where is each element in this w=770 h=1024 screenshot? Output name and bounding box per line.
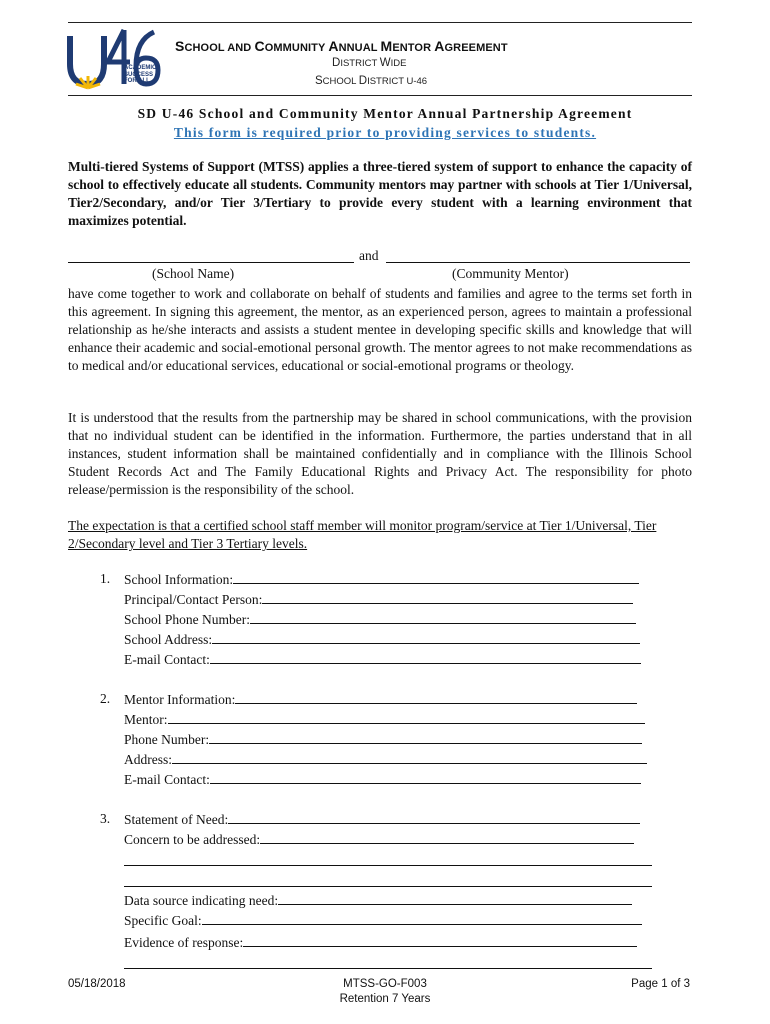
field-label: Data source indicating need: bbox=[124, 893, 279, 908]
section-3-number: 3. bbox=[100, 811, 111, 826]
specific-goal-field[interactable] bbox=[124, 912, 642, 932]
and-text: and bbox=[359, 248, 379, 263]
mentor-phone-field[interactable] bbox=[124, 731, 642, 751]
evidence-field[interactable] bbox=[124, 934, 637, 954]
community-mentor-line[interactable] bbox=[386, 262, 690, 263]
confidentiality-paragraph: It is understood that the results from the partnership may be shared in school communications, with the provision that no individual student can be identified in the information. Furthermore, the parties understand that in all instances, student information shall be maintained confidentially and in compliance with the Illinois School Student Records Act and The Family Educational Rights and Privacy Act. The responsibility for photo release/permission is the responsibility of the school. bbox=[68, 410, 692, 497]
statement-of-need-field[interactable] bbox=[124, 811, 640, 831]
logo-tag-line-3: FOR ALL bbox=[124, 78, 150, 84]
mentor-email-field[interactable] bbox=[124, 771, 641, 791]
school-address-field[interactable] bbox=[124, 631, 640, 651]
header-subtitle-school: SCHOOL DISTRICT U-46 bbox=[315, 75, 428, 87]
section-1-number: 1. bbox=[100, 571, 111, 586]
logo-tag-line-1: ACADEMIC bbox=[124, 65, 157, 71]
school-phone-field[interactable] bbox=[124, 611, 636, 631]
school-name-label: (School Name) bbox=[152, 266, 235, 281]
footer-date: 05/18/2018 bbox=[68, 978, 126, 990]
field-label: Concern to be addressed: bbox=[124, 832, 261, 847]
community-mentor-label: (Community Mentor) bbox=[452, 266, 569, 281]
concern-line-3[interactable] bbox=[124, 886, 652, 887]
header-subtitle-district: DISTRICT WIDE bbox=[332, 57, 407, 69]
concern-line-2[interactable] bbox=[124, 865, 652, 866]
agreement-paragraph: have come together to work and collaborate on behalf of students and families and agree to the terms set forth in this agreement. In signing this agreement, the mentor, as an experienced person, agrees to maintain a professional relationship as he/she interacts and assists a student mentee in developing specific skills and knowledge that will enhance their academic and social-emotional personal growth. The mentor agrees to not make recommendations as to medical and/or educational services, educational or social-emotional programs or theology. bbox=[68, 286, 692, 373]
footer-page-number: Page 1 of 3 bbox=[631, 978, 690, 990]
field-label: Statement of Need: bbox=[124, 812, 229, 827]
school-information-field[interactable] bbox=[124, 571, 639, 591]
field-label: Address: bbox=[124, 752, 172, 767]
footer-retention: Retention 7 Years bbox=[339, 993, 431, 1005]
mentor-address-field[interactable] bbox=[124, 751, 647, 771]
mentor-name-field[interactable] bbox=[124, 711, 645, 731]
intro-paragraph: Multi-tiered Systems of Support (MTSS) applies a three-tiered system of support to enhance the capacity of school to effectively educate all students. Community mentors may partner with schools at Tier 1/Universal, Tier2/Secondary, and/or Tier 3/Tertiary to provide every student with a learning environment that maximizes potential. bbox=[68, 159, 692, 228]
field-label: E-mail Contact: bbox=[124, 652, 210, 667]
field-label: Phone Number: bbox=[124, 732, 210, 747]
document-title: SD U-46 School and Community Mentor Annual Partnership Agreement bbox=[137, 106, 633, 121]
footer-form-code: MTSS-GO-F003 bbox=[343, 978, 427, 990]
field-label: Principal/Contact Person: bbox=[124, 592, 263, 607]
evidence-line-2[interactable] bbox=[124, 968, 652, 969]
data-source-field[interactable] bbox=[124, 892, 632, 912]
principal-contact-field[interactable] bbox=[124, 591, 633, 611]
concern-field[interactable] bbox=[124, 831, 634, 851]
field-label: School Address: bbox=[124, 632, 213, 647]
logo-tagline bbox=[124, 65, 156, 85]
section-2-number: 2. bbox=[100, 691, 111, 706]
expectation-paragraph: The expectation is that a certified school staff member will monitor program/service at Tier 1/Universal, Tier 2/Secondary level and Tier 3 Tertiary levels. bbox=[68, 518, 657, 551]
field-label: School Phone Number: bbox=[124, 612, 250, 627]
field-label: Evidence of response: bbox=[124, 935, 244, 950]
school-name-line[interactable] bbox=[68, 262, 354, 263]
field-label: Mentor: bbox=[124, 712, 168, 727]
mentor-information-field[interactable] bbox=[124, 691, 637, 711]
school-email-field[interactable] bbox=[124, 651, 641, 671]
top-rule bbox=[68, 22, 692, 23]
field-label: School Information: bbox=[124, 572, 234, 587]
field-label: Mentor Information: bbox=[124, 692, 236, 707]
document-subtitle: This form is required prior to providing services to students. bbox=[173, 125, 597, 140]
logo-tag-line-2: SUCCESS bbox=[124, 71, 154, 78]
header-title: SCHOOL AND COMMUNITY ANNUAL MENTOR AGREEMENT bbox=[175, 38, 508, 54]
header-rule bbox=[68, 95, 692, 96]
field-label: Specific Goal: bbox=[124, 913, 202, 928]
field-label: E-mail Contact: bbox=[124, 772, 210, 787]
